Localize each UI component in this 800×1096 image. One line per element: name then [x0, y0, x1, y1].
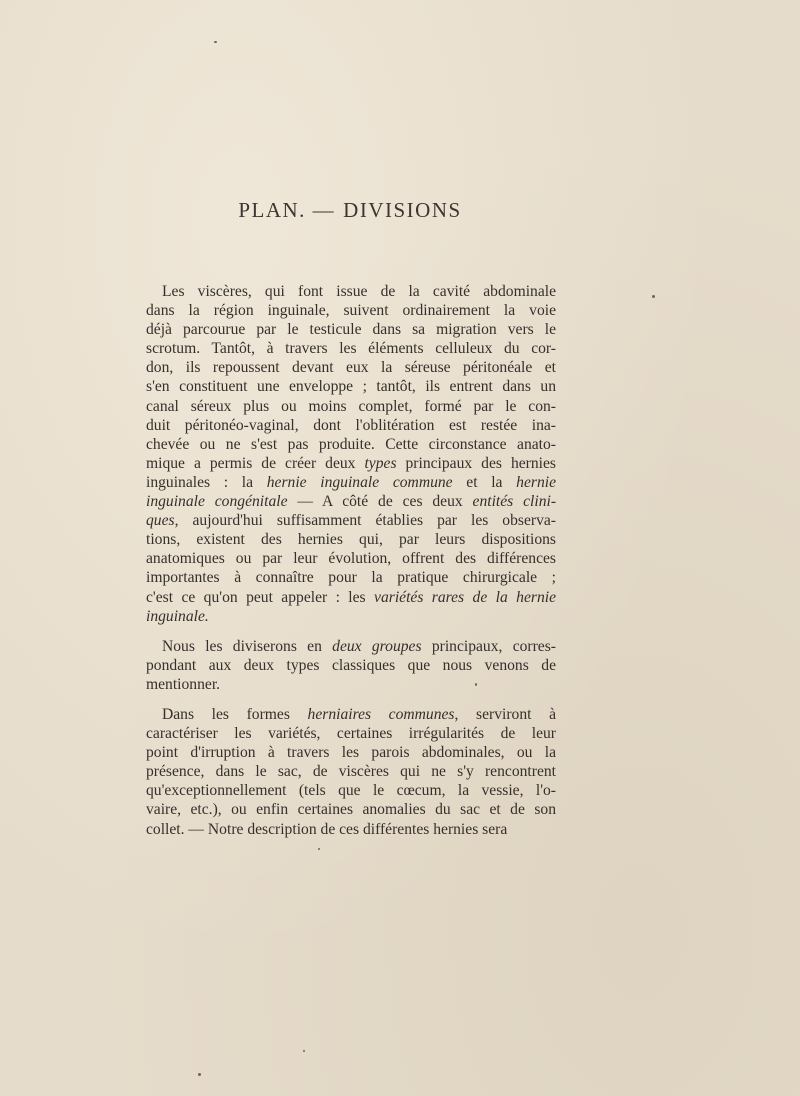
text-line — [146, 637, 556, 656]
text-run: don, ils repoussent devant eux la séreuse péritonéale et — [146, 359, 556, 377]
paragraph — [146, 637, 556, 694]
paragraph — [146, 705, 556, 839]
italic-text: hernie inguinale commune — [266, 473, 453, 491]
text-line — [146, 743, 556, 762]
text-run: qu'exceptionnellement (tels que le cœcum, la vessie, l'o- — [146, 782, 556, 800]
paper-speck — [198, 1073, 201, 1076]
text-run: Nous les diviserons en — [162, 637, 333, 655]
text-run: Dans les formes — [162, 705, 308, 723]
text-line — [146, 454, 556, 473]
text-run: collet. — Notre description de ces différentes hernies sera — [146, 820, 508, 838]
text-run: principaux, corres- — [421, 637, 556, 655]
title-part-plan: PLAN. — — [238, 198, 336, 222]
text-line — [146, 705, 556, 724]
text-run: inguinales : la — [146, 473, 267, 491]
italic-text: ques — [146, 512, 175, 530]
text-line — [146, 588, 556, 607]
text-line — [146, 339, 556, 358]
text-line — [146, 301, 556, 320]
text-run: présence, dans le sac, de viscères qui ne s'y rencontrent — [146, 763, 556, 781]
text-run: canal séreux plus ou moins complet, formé par le con- — [146, 397, 556, 415]
text-line — [146, 607, 556, 626]
italic-text: herniaires communes — [307, 705, 455, 723]
text-line — [146, 511, 556, 530]
text-run: point d'irruption à travers les parois abdominales, ou la — [146, 744, 556, 762]
italic-text: hernie — [516, 473, 556, 491]
text-line — [146, 416, 556, 435]
body-text — [146, 282, 556, 839]
text-run: principaux des hernies — [396, 454, 556, 472]
text-run: pondant aux deux types classiques que nous venons de — [146, 656, 556, 674]
text-run: , aujourd'hui suffisamment établies par les observa- — [174, 512, 556, 530]
italic-text: deux groupes — [332, 637, 422, 655]
text-run: s'en constituent une enveloppe ; tantôt, ils entrent dans un — [146, 378, 556, 396]
text-run: anatomiques ou par leur évolution, offrent des différences — [146, 550, 556, 568]
italic-text: inguinale congénitale — [146, 493, 288, 511]
text-line — [146, 656, 556, 675]
text-line — [146, 358, 556, 377]
text-line — [146, 377, 556, 396]
text-run: — A côté de ces deux — [287, 493, 473, 511]
text-run: et la — [452, 473, 517, 491]
text-run: dans la région inguinale, suivent ordinairement la voie — [146, 302, 556, 320]
text-run: chevée ou ne s'est pas produite. Cette circonstance anato- — [146, 435, 556, 453]
text-line — [146, 492, 556, 511]
text-run: mentionner. — [146, 675, 221, 693]
text-run: c'est ce qu'on peut appeler : les — [146, 588, 375, 606]
text-line — [146, 800, 556, 819]
text-line — [146, 820, 556, 839]
italic-text: inguinale. — [146, 607, 209, 625]
text-line — [146, 473, 556, 492]
paper-speck — [214, 41, 217, 43]
italic-text: variétés rares de la hernie — [374, 588, 556, 606]
text-run: déjà parcourue par le testicule dans sa migration vers le — [146, 321, 556, 339]
text-run: Les viscères, qui font issue de la cavité abdominale — [162, 283, 556, 300]
paper-speck — [318, 848, 320, 850]
text-line — [146, 568, 556, 587]
text-line — [146, 781, 556, 800]
text-line — [146, 530, 556, 549]
text-line — [146, 549, 556, 568]
text-line — [146, 435, 556, 454]
text-line — [146, 675, 556, 694]
paper-speck — [475, 683, 477, 686]
text-line — [146, 762, 556, 781]
text-run: caractériser les variétés, certaines irrégularités de leur — [146, 725, 556, 743]
text-run: mique a permis de créer deux — [146, 454, 365, 472]
text-run: , serviront à — [454, 705, 556, 723]
paragraph-gap — [146, 626, 556, 637]
paper-speck — [652, 295, 655, 298]
italic-text: entités clini- — [472, 493, 556, 511]
page-title — [0, 198, 700, 223]
italic-text: types — [364, 454, 397, 472]
text-run: scrotum. Tantôt, à travers les éléments celluleux du cor- — [146, 340, 556, 358]
text-run: vaire, etc.), ou enfin certaines anomalies du sac et de son — [146, 801, 556, 819]
text-run: tions, existent des hernies qui, par leurs dispositions — [146, 531, 556, 549]
text-line — [146, 320, 556, 339]
text-run: importantes à connaître pour la pratique chirurgicale ; — [146, 569, 556, 587]
text-run: duit péritonéo-vaginal, dont l'oblitération est restée ina- — [146, 416, 556, 434]
text-line — [146, 724, 556, 743]
title-part-divisions: DIVISIONS — [343, 198, 462, 222]
text-line — [146, 397, 556, 416]
paragraph — [146, 282, 556, 626]
paragraph-gap — [146, 694, 556, 705]
paper-speck — [303, 1050, 305, 1052]
text-line — [146, 282, 556, 301]
